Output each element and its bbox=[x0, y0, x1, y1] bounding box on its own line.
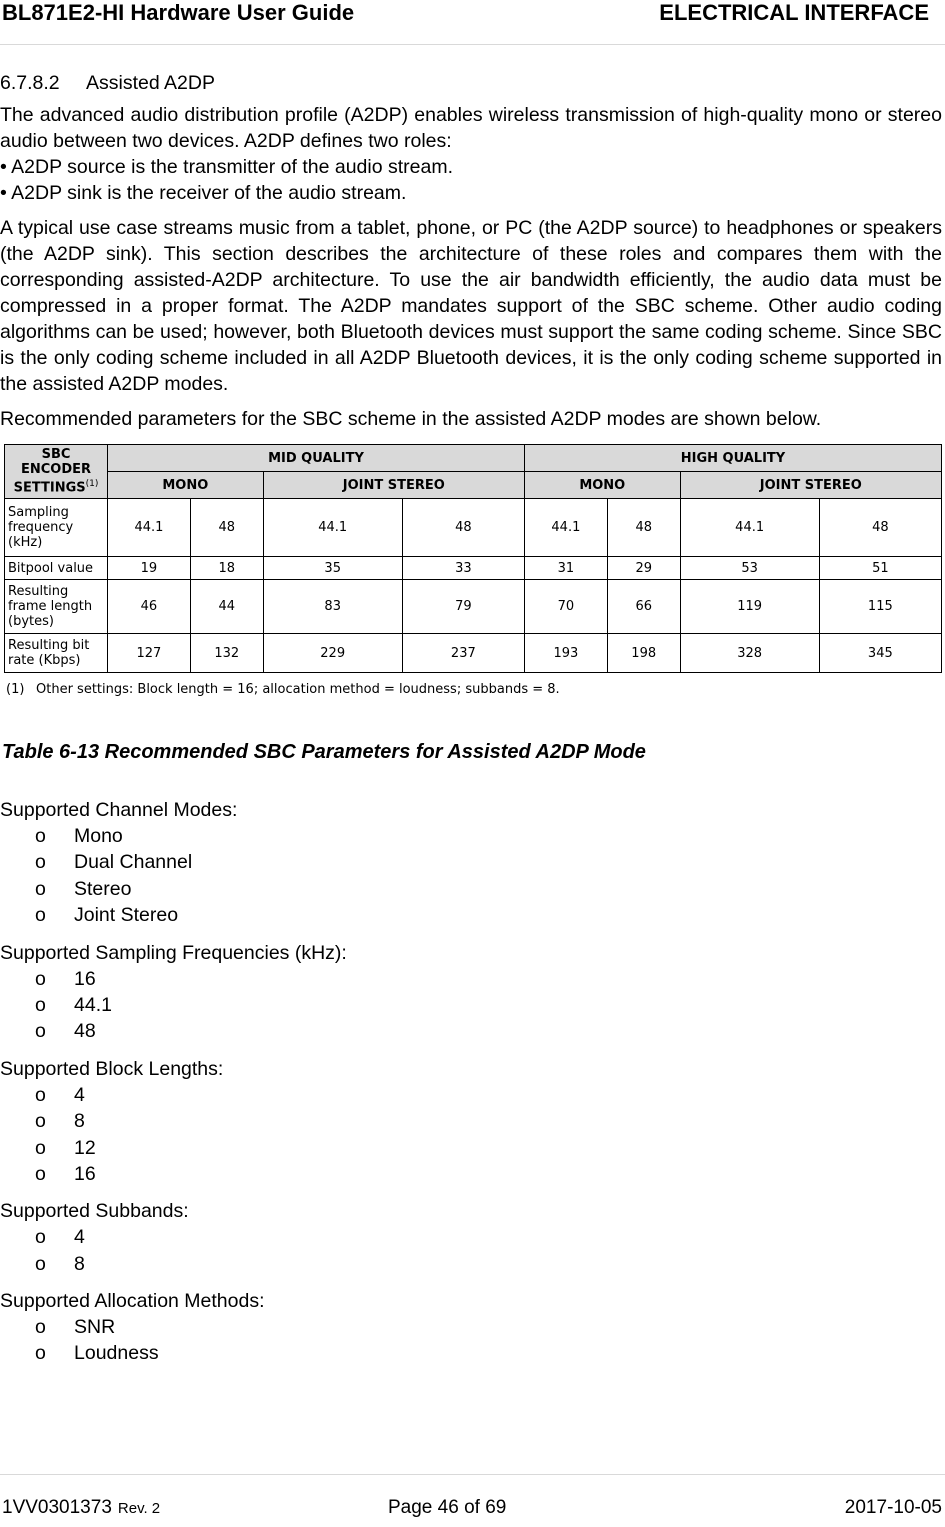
intro-paragraph bbox=[0, 102, 942, 206]
table-row bbox=[5, 634, 942, 673]
list-item: o 16 bbox=[35, 967, 96, 990]
page-number: Page 46 of 69 bbox=[388, 1497, 507, 1518]
table-row bbox=[5, 557, 942, 580]
list-title: Supported Subbands: bbox=[0, 1200, 189, 1223]
list-item: o 16 bbox=[35, 1162, 96, 1185]
list-title: Supported Channel Modes: bbox=[0, 799, 238, 821]
table-row bbox=[5, 580, 942, 634]
section-number: 6.7.8.2 bbox=[0, 72, 60, 94]
table-footnote bbox=[6, 677, 942, 703]
list-item: o 48 bbox=[35, 1020, 96, 1043]
table-cell: 83 bbox=[263, 580, 402, 634]
list-item: o 44.1 bbox=[35, 993, 112, 1016]
table-cell: 48 bbox=[402, 499, 524, 557]
table-cell: 115 bbox=[819, 580, 941, 634]
row-label: Resulting bit rate (Kbps) bbox=[5, 634, 108, 673]
circle-bullet-icon: o bbox=[35, 1136, 46, 1159]
intro-text: The advanced audio distribution profile (A2DP) enables wireless transmission of high-quality mono or stereo audio between two devices. A2DP defines two roles: bbox=[0, 104, 942, 152]
page-header bbox=[0, 0, 945, 45]
table-cell: 237 bbox=[402, 634, 524, 673]
table-cell: 48 bbox=[607, 499, 680, 557]
circle-bullet-icon: o bbox=[35, 1316, 46, 1339]
role-source: • A2DP source is the transmitter of the audio stream. bbox=[0, 156, 454, 178]
table-cell: 44.1 bbox=[524, 499, 607, 557]
table-cell: 31 bbox=[524, 557, 607, 580]
footnote-mark: (1) bbox=[6, 682, 25, 697]
table-cell: 44.1 bbox=[108, 499, 191, 557]
table-header-row bbox=[5, 445, 942, 472]
group-header-mid-quality: MID QUALITY bbox=[108, 445, 525, 472]
table-cell: 127 bbox=[108, 634, 191, 673]
list-item: o SNR bbox=[35, 1316, 116, 1339]
list-item: o Loudness bbox=[35, 1342, 159, 1365]
group-header-high-quality: HIGH QUALITY bbox=[524, 445, 941, 472]
list-title: Supported Allocation Methods: bbox=[0, 1290, 265, 1313]
circle-bullet-icon: o bbox=[35, 1252, 46, 1275]
table-cell: 198 bbox=[607, 634, 680, 673]
list-item: o 4 bbox=[35, 1083, 85, 1106]
block-lengths-list bbox=[0, 1056, 942, 1188]
subheader-mid-mono: MONO bbox=[108, 472, 264, 499]
subheader-high-joint-stereo: JOINT STEREO bbox=[680, 472, 941, 499]
subheader-mid-joint-stereo: JOINT STEREO bbox=[263, 472, 524, 499]
revision: Rev. 2 bbox=[117, 1500, 161, 1517]
table-subheader-row bbox=[5, 472, 942, 499]
row-label: Resulting frame length (bytes) bbox=[5, 580, 108, 634]
section-heading bbox=[0, 70, 942, 96]
table-cell: 70 bbox=[524, 580, 607, 634]
document-id: 1VV0301373 Rev. 2 bbox=[2, 1497, 161, 1518]
table-cell: 44.1 bbox=[680, 499, 819, 557]
circle-bullet-icon: o bbox=[35, 904, 46, 927]
row-label: Sampling frequency (kHz) bbox=[5, 499, 108, 557]
list-item: o 4 bbox=[35, 1226, 85, 1249]
list-item: o Mono bbox=[35, 825, 123, 847]
circle-bullet-icon: o bbox=[35, 825, 46, 847]
subbands-list bbox=[0, 1198, 942, 1277]
table-corner-header bbox=[5, 445, 108, 499]
table-cell: 132 bbox=[190, 634, 263, 673]
table-cell: 19 bbox=[108, 557, 191, 580]
table-cell: 48 bbox=[190, 499, 263, 557]
table-cell: 33 bbox=[402, 557, 524, 580]
circle-bullet-icon: o bbox=[35, 1226, 46, 1249]
circle-bullet-icon: o bbox=[35, 993, 46, 1016]
page-content bbox=[0, 70, 942, 1378]
table-cell: 229 bbox=[263, 634, 402, 673]
circle-bullet-icon: o bbox=[35, 851, 46, 874]
table-cell: 48 bbox=[819, 499, 941, 557]
list-title: Supported Block Lengths: bbox=[0, 1057, 224, 1080]
circle-bullet-icon: o bbox=[35, 1110, 46, 1133]
circle-bullet-icon: o bbox=[35, 967, 46, 990]
footnote-text: Other settings: Block length = 16; allocation method = loudness; subbands = 8. bbox=[36, 682, 560, 697]
circle-bullet-icon: o bbox=[35, 1083, 46, 1106]
list-item: o 8 bbox=[35, 1110, 85, 1133]
table-cell: 51 bbox=[819, 557, 941, 580]
table-cell: 193 bbox=[524, 634, 607, 673]
list-item: o Stereo bbox=[35, 877, 132, 900]
list-item: o 8 bbox=[35, 1252, 85, 1275]
table-cell: 345 bbox=[819, 634, 941, 673]
circle-bullet-icon: o bbox=[35, 1020, 46, 1043]
corner-label: SBC ENCODER SETTINGS bbox=[13, 447, 92, 496]
corner-footnote-mark: (1) bbox=[85, 479, 99, 490]
document-title: BL871E2-HI Hardware User Guide bbox=[2, 0, 355, 25]
table-cell: 328 bbox=[680, 634, 819, 673]
section-title: Assisted A2DP bbox=[86, 72, 215, 94]
allocation-methods-list bbox=[0, 1288, 942, 1367]
list-item: o Dual Channel bbox=[35, 851, 193, 874]
page-footer bbox=[0, 1474, 945, 1527]
sbc-parameters-table bbox=[4, 444, 942, 673]
list-item: o Joint Stereo bbox=[35, 904, 179, 927]
circle-bullet-icon: o bbox=[35, 1342, 46, 1365]
document-date: 2017-10-05 bbox=[844, 1497, 942, 1518]
sampling-frequencies-list bbox=[0, 940, 942, 1045]
row-label: Bitpool value bbox=[5, 557, 108, 580]
table-cell: 18 bbox=[190, 557, 263, 580]
subheader-high-mono: MONO bbox=[524, 472, 680, 499]
recommendation-paragraph: Recommended parameters for the SBC scheme in the assisted A2DP modes are shown below. bbox=[0, 408, 822, 430]
table-cell: 44.1 bbox=[263, 499, 402, 557]
table-row bbox=[5, 499, 942, 557]
channel-modes-list bbox=[0, 797, 942, 929]
table-cell: 29 bbox=[607, 557, 680, 580]
list-title: Supported Sampling Frequencies (kHz): bbox=[0, 941, 347, 964]
table-cell: 79 bbox=[402, 580, 524, 634]
table-cell: 119 bbox=[680, 580, 819, 634]
chapter-title: ELECTRICAL INTERFACE bbox=[659, 0, 929, 25]
table-cell: 46 bbox=[108, 580, 191, 634]
circle-bullet-icon: o bbox=[35, 1162, 46, 1185]
list-item: o 12 bbox=[35, 1136, 96, 1159]
table-cell: 53 bbox=[680, 557, 819, 580]
table-cell: 44 bbox=[190, 580, 263, 634]
architecture-paragraph: A typical use case streams music from a tablet, phone, or PC (the A2DP source) to headphones or speakers (the A2DP sink). This section describes the architecture of these roles and compares them with the corresponding assisted-A2DP architecture. To use the air bandwidth efficiently, the audio data must be compressed in a proper format. The A2DP mandates support of the SBC scheme. Other audio coding algorithms can be used; however, both Bluetooth devices must support the same coding scheme. Since SBC is the only coding scheme included in all A2DP Bluetooth devices, it is the only coding scheme supported in the assisted A2DP modes. bbox=[0, 217, 942, 395]
table-cell: 35 bbox=[263, 557, 402, 580]
circle-bullet-icon: o bbox=[35, 877, 46, 900]
table-caption: Table 6-13 Recommended SBC Parameters for Assisted A2DP Mode bbox=[2, 741, 646, 763]
table-cell: 66 bbox=[607, 580, 680, 634]
role-sink: • A2DP sink is the receiver of the audio stream. bbox=[0, 182, 407, 204]
